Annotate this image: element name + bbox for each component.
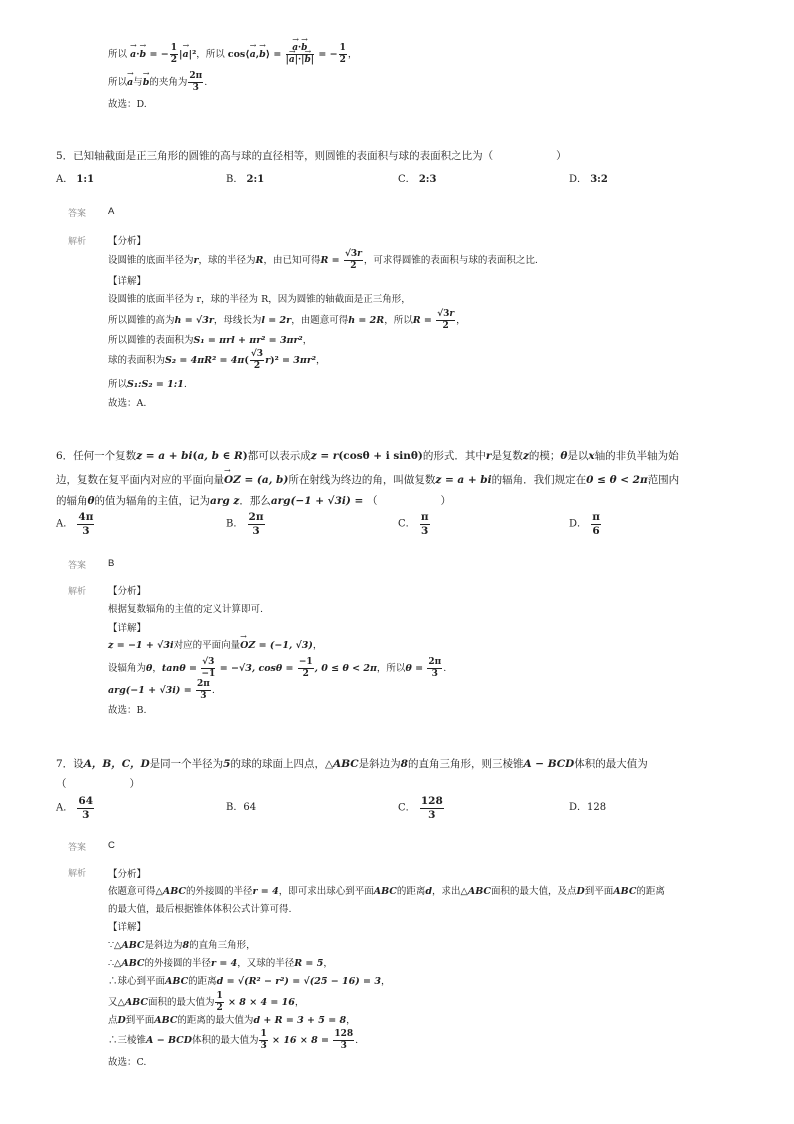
option-a[interactable]: A． $\frac{64}{3}$ [56,795,94,821]
detail-heading: 【详解】 [108,922,147,933]
option-d[interactable]: D．128 [569,802,607,813]
detail-heading: 【详解】 [108,276,147,287]
option-b[interactable]: B．64 [226,802,257,813]
analysis-heading: 【分析】 [108,236,147,247]
detail-heading: 【详解】 [108,623,147,634]
option-b[interactable]: B． 2:1 [226,174,265,185]
question-stem-line-2: 边，复数在复平面内对应的平面向量→ OZ = (a, b)所在射线为终边的角，叫做复数z = a + bi的辐角．我们规定在0 ≤ θ < 2π范围内 [56,472,679,487]
answer-value: B [108,558,115,569]
analysis-line-1: 依题意可得△ABC的外接圆的半径r = 4，即可求出球心到平面ABC的距离d，求出△ABC面积的最大值，及点D到平面ABC的距离 [108,886,665,897]
detail-conclusion: 故选：C. [108,1057,147,1068]
answer-label: 答案 [68,560,87,570]
answer-value: C [108,840,115,851]
detail-line-4: 球的表面积为S₂ = 4πR² = 4π( $\frac{√3}{2}$ r)² = 3πr²， [108,349,326,371]
detail-line-3: 所以圆锥的表面积为S₁ = πrl + πr² = 3πr²， [108,335,313,346]
detail-line-5: 点D到平面ABC的距离的最大值为d + R = 3 + 5 = 8， [108,1015,356,1026]
answer-value: A [108,206,115,217]
question-stem-line-1: 6．任何一个复数z = a + bi(a, b ∈ R)都可以表示成z = r(cosθ + i sinθ)的形式．其中r是复数z的模；θ是以x轴的非负半轴为始 [56,450,679,462]
analysis-label: 解析 [68,868,87,878]
prev-line-1: 所以 → a·→ b = − $\frac{1}{2}$ |→ a|²，所以 cos⟨→ a,→ b⟩ = → $\frac{a\cdot\to b}{|\to a|\cdot|\to b|}$ = − $\frac{1}{2}$ ， [108,44,357,65]
detail-conclusion: 故选：B. [108,705,147,716]
answer-label: 答案 [68,842,87,852]
option-a[interactable]: A． 1:1 [56,174,95,185]
analysis-line-1: 设圆锥的底面半径为r，球的半径为R，由已知可得R = $\frac{√3r}{2}$ ，可求得圆锥的表面积与球的表面积之比. [108,249,538,271]
option-c[interactable]: C． $\frac{128}{3}$ [398,795,443,821]
detail-line-1: 设圆锥的底面半径为 r，球的半径为 R，因为圆锥的轴截面是正三角形， [108,294,411,305]
answer-label: 答案 [68,208,87,218]
option-b[interactable]: B． $\frac{2\pi}{3}$ [226,511,264,537]
analysis-line-2: 的最大值，最后根据锥体体积公式计算可得. [108,904,292,915]
detail-line-4: 又△ABC面积的最大值为 $\frac{1}{2}$ × 8 × 4 = 16， [108,991,305,1013]
question-stem: 5．已知轴截面是正三角形的圆锥的高与球的直径相等，则圆锥的表面积与球的表面积之比为（ ） [56,150,567,162]
option-c[interactable]: C． 2:3 [398,174,437,185]
option-c[interactable]: C． $\frac{\pi}{3}$ [398,511,429,537]
analysis-heading: 【分析】 [108,586,147,597]
detail-line-2: 设辐角为θ，tanθ = $\frac{√3}{-1}$ = −√3, cosθ = $\frac{-1}{2}$ , 0 ≤ θ < 2π，所以θ = $\frac{2\pi}{3}$ . [108,657,447,679]
question-stem-line-3: 的辐角θ的值为辐角的主值，记为arg z．那么arg(−1 + √3i) = （ ） [56,495,451,507]
detail-line-1: ∵△ABC是斜边为8的直角三角形， [108,940,256,951]
option-d[interactable]: D． $\frac{\pi}{6}$ [569,511,600,537]
analysis-label: 解析 [68,586,87,596]
option-a[interactable]: A． $\frac{4\pi}{3}$ [56,511,94,537]
detail-line-5: 所以S₁:S₂ = 1:1. [108,379,187,390]
detail-line-2: ∴△ABC的外接圆的半径r = 4，又球的半径R = 5， [108,958,333,969]
analysis-label: 解析 [68,236,87,246]
question-stem-line-2: （ ） [56,778,140,790]
detail-conclusion: 故选：A. [108,398,147,409]
detail-line-2: 所以圆锥的高为h = √3r，母线长为l = 2r，由题意可得h = 2R，所以R = $\frac{√3r}{2}$ ， [108,309,466,331]
question-stem-line-1: 7．设A，B，C，D是同一个半径为5的球的球面上四点，△ABC是斜边为8的直角三角形，则三棱锥A − BCD体积的最大值为 [56,758,648,770]
detail-line-1: z = −1 + √3i对应的平面向量→ OZ = (−1, √3)， [108,637,322,651]
option-d[interactable]: D． 3:2 [569,174,608,185]
prev-conclusion: 故选：D. [108,99,147,110]
analysis-heading: 【分析】 [108,869,147,880]
detail-line-3: arg(−1 + √3i) = $\frac{2\pi}{3}$ . [108,679,215,701]
detail-line-6: ∴三棱锥A − BCD体积的最大值为 $\frac{1}{3}$ × 16 × 8 = $\frac{128}{3}$ . [108,1029,359,1051]
analysis-line-1: 根据复数辐角的主值的定义计算即可. [108,604,264,615]
prev-line-2: 所以→ a与→ b的夹角为 $\frac{2\pi}{3}$ . [108,72,207,93]
detail-line-3: ∴球心到平面ABC的距离d = √(R² − r²) = √(25 − 16) = 3， [108,976,391,987]
